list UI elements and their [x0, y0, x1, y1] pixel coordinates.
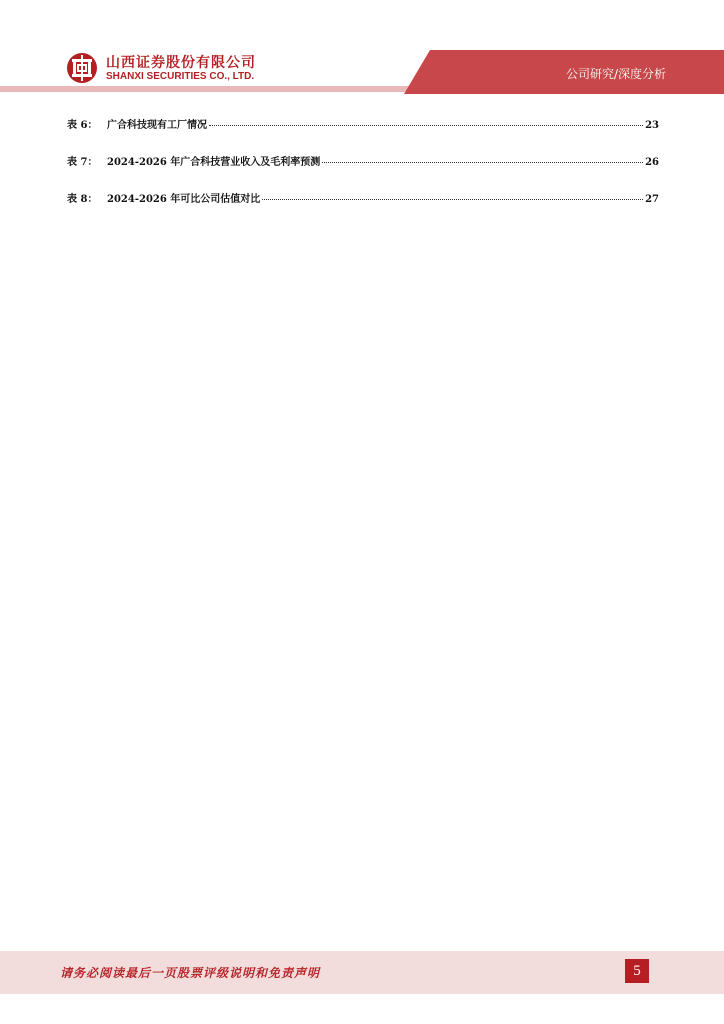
- report-type: 公司研究/深度分析: [565, 67, 666, 81]
- toc-entry-page: 23: [645, 120, 659, 131]
- page-footer: [0, 951, 724, 994]
- page-number: 5: [625, 959, 649, 983]
- toc-entry[interactable]: [67, 153, 659, 190]
- toc-entry-number: 表 7：: [67, 157, 98, 168]
- toc-entry-page: 27: [645, 194, 659, 205]
- toc-entry-number: 表 6：: [67, 120, 98, 131]
- toc-entry-page: 26: [645, 157, 659, 168]
- toc-entry-title: 2024-2026 年广合科技营业收入及毛利率预测: [107, 157, 321, 168]
- toc-entry-title: 广合科技现有工厂情况: [107, 120, 207, 131]
- toc-entry-title: 2024-2026 年可比公司估值对比: [107, 194, 261, 205]
- toc-entry[interactable]: [67, 190, 659, 227]
- header-band: [0, 0, 724, 100]
- toc-entry-number: 表 8：: [67, 194, 98, 205]
- toc-leader-dots: [262, 199, 643, 200]
- toc-entry[interactable]: [67, 116, 659, 153]
- shanxi-securities-logo-icon: [66, 52, 98, 84]
- footer-disclaimer: 请务必阅读最后一页股票评级说明和免责声明: [60, 966, 321, 980]
- page-header: [0, 0, 724, 100]
- table-of-tables: [67, 116, 659, 227]
- company-name-cn: 山西证券股份有限公司: [106, 55, 256, 71]
- toc-leader-dots: [322, 162, 643, 163]
- toc-leader-dots: [209, 125, 643, 126]
- company-name-en: SHANXI SECURITIES CO., LTD.: [106, 71, 255, 82]
